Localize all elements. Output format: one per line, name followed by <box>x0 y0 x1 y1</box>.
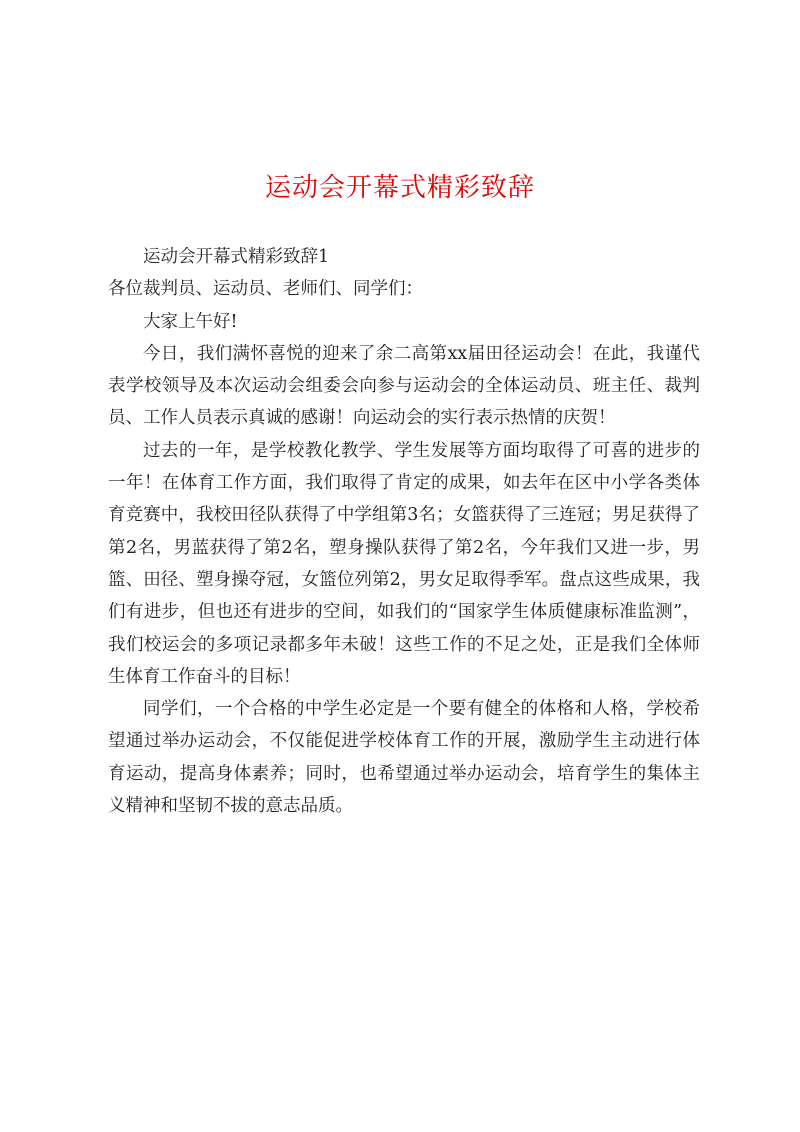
salutation: 各位裁判员、运动员、老师们、同学们： <box>108 279 423 300</box>
paragraph-opening: 今日，我们满怀喜悦的迎来了余二高第xx届田径运动会！在此，我谨代表学校领导及本次运动会组委会向参与运动会的全体运动员、班主任、裁判员、工作人员表示真诚的感谢！向运动会的实行表示热情的庆贺！ <box>108 343 700 429</box>
paragraph-achievements: 过去的一年，是学校教化教学、学生发展等方面均取得了可喜的进步的一年！在体育工作方面，我们取得了肯定的成果，如去年在区中小学各类体育竞赛中，我校田径队获得了中学组第3名；女篮获得了三连冠；男足获得了第2名，男蓝获得了第2名，塑身操队获得了第2名，今年我们又进一步，男篮、田径、塑身操夺冠，女篮位列第2，男女足取得季军。盘点这些成果，我们有进步，但也还有进步的空间，如我们的“国家学生体质健康标准监测”，我们校运会的多项记录都多年未破！这些工作的不足之处，正是我们全体师生体育工作奋斗的目标！ <box>108 440 700 687</box>
document-body <box>108 241 700 822</box>
speech-heading: 运动会开幕式精彩致辞1 <box>143 247 330 267</box>
paragraph-goals: 同学们，一个合格的中学生必定是一个要有健全的体格和人格，学校希望通过举办运动会，不仅能促进学校体育工作的开展，激励学生主动进行体育运动，提高身体素养；同时，也希望通过举办运动会，培育学生的集体主义精神和坚韧不拔的意志品质。 <box>108 699 700 817</box>
document-title: 运动会开幕式精彩致辞 <box>264 173 535 203</box>
greeting: 大家上午好! <box>143 311 238 332</box>
